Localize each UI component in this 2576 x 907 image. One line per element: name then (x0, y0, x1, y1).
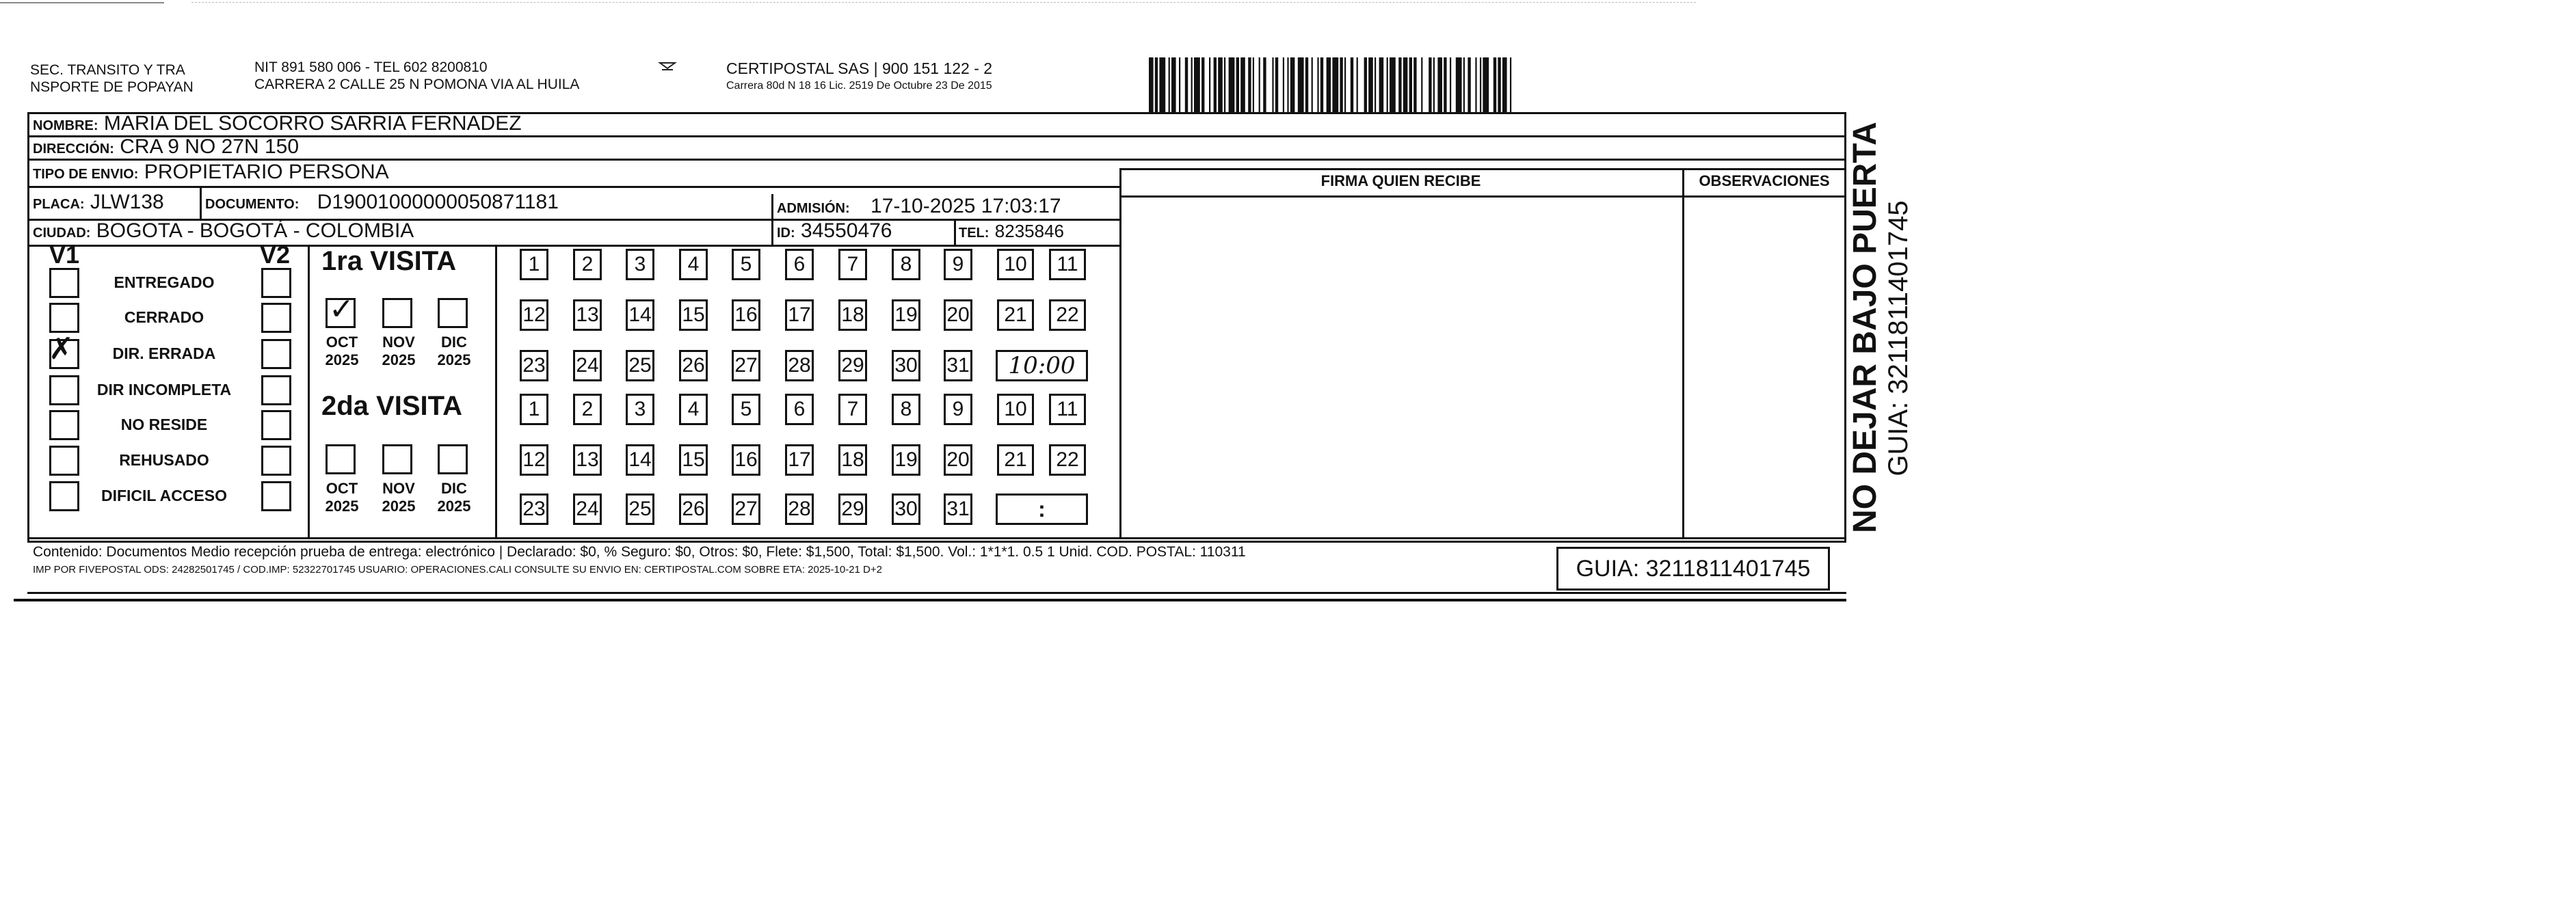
row-divider (27, 537, 1846, 539)
ciudad-value: BOGOTA - BOGOTÁ - COLOMBIA (96, 219, 414, 242)
barcode-bar (1450, 57, 1451, 112)
id-label: ID: (777, 226, 795, 241)
v1-checkbox[interactable] (49, 331, 79, 369)
v1-checkbox[interactable] (49, 268, 79, 298)
barcode-bar (1403, 57, 1408, 112)
ciudad-row (33, 219, 414, 245)
v2-checkbox[interactable] (261, 481, 291, 511)
day-box[interactable]: 4 (679, 249, 708, 280)
day-box[interactable]: 31 (944, 350, 972, 381)
address-line: CARRERA 2 CALLE 25 N POMONA VIA AL HUILA (254, 77, 580, 92)
month-label: NOV (382, 334, 415, 351)
day-box[interactable]: 19 (892, 444, 920, 476)
issuer-line-2: NSPORTE DE POPAYAN (30, 79, 194, 95)
barcode-bar (1357, 57, 1358, 112)
barcode-bar (1398, 57, 1401, 112)
day-box[interactable]: 3 (626, 394, 654, 425)
no-dejar-warning: NO DEJAR BAJO PUERTA (1847, 122, 1883, 533)
row-divider (1119, 195, 1846, 198)
barcode-bar (1191, 57, 1193, 112)
first-visit-time-box[interactable] (996, 350, 1088, 381)
carrier-line-2: Carrera 80d N 18 16 Lic. 2519 De Octubre 23 De 2015 (726, 80, 992, 92)
side-text (1847, 122, 1923, 533)
month-checkbox[interactable] (382, 444, 412, 474)
barcode-bar (1498, 57, 1500, 112)
barcode-bar (1214, 57, 1217, 112)
barcode-bar (1387, 57, 1388, 112)
day-box[interactable]: 20 (944, 299, 972, 331)
col-divider (771, 194, 773, 219)
v2-checkbox[interactable] (261, 410, 291, 440)
scan-artifact-line (191, 2, 1696, 3)
status-option-label: DIR INCOMPLETA (96, 381, 232, 398)
day-box[interactable]: 6 (785, 249, 814, 280)
day-box[interactable]: 30 (892, 493, 920, 525)
barcode (1149, 57, 1703, 112)
col-divider (308, 245, 310, 537)
tel-row (959, 219, 1064, 245)
check-mark-icon: ✗ (49, 331, 74, 366)
day-box[interactable]: 3 (626, 249, 654, 280)
day-box[interactable]: 30 (892, 350, 920, 381)
guia-box-text: GUIA: 3211811401745 (1576, 556, 1811, 582)
barcode-bar (1429, 57, 1431, 112)
barcode-bar (1368, 57, 1373, 112)
status-option-label: ENTREGADO (114, 273, 215, 291)
status-option-label: CERRADO (124, 308, 204, 326)
year-label: 2025 (437, 351, 471, 368)
day-box[interactable]: 4 (679, 394, 708, 425)
day-box[interactable]: 18 (838, 299, 867, 331)
v1-checkbox[interactable] (49, 375, 79, 405)
day-box[interactable]: 22 (1049, 444, 1086, 476)
month-checkbox[interactable] (326, 292, 356, 328)
day-box[interactable]: 10 (997, 394, 1034, 425)
month-checkbox[interactable] (438, 444, 468, 474)
v2-checkbox[interactable] (261, 446, 291, 476)
col-divider (954, 219, 956, 245)
issuer-name (30, 62, 249, 96)
day-box[interactable]: 22 (1049, 299, 1086, 331)
admision-label: ADMISIÓN: (777, 201, 850, 216)
barcode-bar (1364, 57, 1367, 112)
v1-header: V1 (49, 241, 80, 269)
first-visit-time: 10:00 (1008, 352, 1076, 379)
v2-checkbox[interactable] (261, 375, 291, 405)
v2-checkbox[interactable] (261, 339, 291, 369)
barcode-bar (1201, 57, 1204, 112)
barcode-bar (1327, 57, 1331, 112)
day-box[interactable]: 8 (892, 394, 920, 425)
col-divider (1119, 168, 1121, 537)
day-box[interactable]: 16 (732, 444, 760, 476)
tipo-value: PROPIETARIO PERSONA (144, 161, 389, 183)
year-label: 2025 (382, 351, 416, 368)
carrier-line-1: CERTIPOSTAL SAS | 900 151 122 - 2 (726, 59, 993, 77)
barcode-bar (1169, 57, 1170, 112)
barcode-bar (1236, 57, 1239, 112)
barcode-bar (1444, 57, 1446, 112)
day-box[interactable]: 17 (785, 444, 814, 476)
firma-header: FIRMA QUIEN RECIBE (1320, 172, 1481, 189)
issuer-contact (254, 59, 665, 93)
barcode-bar (1413, 57, 1416, 112)
day-box[interactable]: 24 (573, 350, 602, 381)
day-box[interactable]: 2 (573, 249, 602, 280)
month-label: OCT (326, 480, 358, 497)
tipo-envio-row (33, 160, 389, 187)
bottom-rule (27, 592, 1846, 594)
day-box[interactable]: 29 (838, 493, 867, 525)
barcode-bar (1290, 57, 1295, 112)
v1-checkbox[interactable] (49, 481, 79, 511)
barcode-bar (1456, 57, 1462, 112)
day-box[interactable]: 5 (732, 394, 760, 425)
admision-row (777, 194, 1061, 221)
month-label: OCT (326, 334, 358, 351)
day-box[interactable]: 15 (679, 299, 708, 331)
day-box[interactable]: 13 (573, 299, 602, 331)
day-box[interactable]: 31 (944, 493, 972, 525)
barcode-bar (1409, 57, 1412, 112)
status-option-label: NO RESIDE (120, 416, 208, 433)
day-box[interactable]: 6 (785, 394, 814, 425)
tel-value: 8235846 (994, 221, 1065, 241)
ciudad-label: CIUDAD: (33, 226, 91, 241)
day-box[interactable]: 10 (997, 249, 1034, 280)
day-box[interactable]: 13 (573, 444, 602, 476)
second-visit-time: : (1038, 497, 1046, 522)
barcode-bar (1340, 57, 1342, 112)
v1-checkbox[interactable] (49, 446, 79, 476)
barcode-bar (1433, 57, 1435, 112)
barcode-bar (1502, 57, 1507, 112)
barcode-bar (1272, 57, 1273, 112)
day-box[interactable]: 1 (520, 249, 548, 280)
status-option-label: DIR. ERRADA (112, 344, 216, 362)
barcode-bar (1185, 57, 1188, 112)
day-box[interactable]: 19 (892, 299, 920, 331)
status-option-label: REHUSADO (119, 451, 209, 469)
barcode-bar (1263, 57, 1266, 112)
barcode-bar (1320, 57, 1323, 112)
barcode-bar (1287, 57, 1288, 112)
barcode-bar (1375, 57, 1376, 112)
day-box[interactable]: 7 (838, 394, 867, 425)
barcode-bar (1240, 57, 1245, 112)
barcode-bar (1344, 57, 1346, 112)
id-value: 34550476 (801, 219, 892, 242)
day-box[interactable]: 14 (626, 444, 654, 476)
barcode-bar (1159, 57, 1165, 112)
barcode-bar (1312, 57, 1313, 112)
barcode-bar (1421, 57, 1422, 112)
month-checkbox[interactable] (382, 298, 412, 328)
day-box[interactable]: 21 (997, 444, 1034, 476)
day-box[interactable]: 5 (732, 249, 760, 280)
day-box[interactable]: 8 (892, 249, 920, 280)
barcode-bar (1179, 57, 1180, 112)
barcode-bar (1510, 57, 1511, 112)
check-mark-icon: ✓ (329, 292, 354, 327)
day-box[interactable]: 28 (785, 350, 814, 381)
direccion-row (33, 135, 299, 161)
barcode-bar (1463, 57, 1465, 112)
v2-checkbox[interactable] (261, 303, 291, 333)
placa-label: PLACA: (33, 197, 85, 212)
admision-value: 17-10-2025 17:03:17 (871, 195, 1061, 217)
month-checkbox[interactable] (438, 298, 468, 328)
barcode-bar (1194, 57, 1200, 112)
barcode-bar (1351, 57, 1353, 112)
year-label: 2025 (437, 498, 471, 515)
col-divider (495, 245, 497, 537)
day-box[interactable]: 17 (785, 299, 814, 331)
documento-value: D19001000000050871181 (317, 191, 559, 213)
barcode-bar (1332, 57, 1338, 112)
bottom-rule-thick (14, 599, 1846, 601)
carrier-logo-icon (658, 60, 677, 75)
barcode-bar (1155, 57, 1158, 112)
day-box[interactable]: 11 (1049, 249, 1086, 280)
day-box[interactable]: 24 (573, 493, 602, 525)
barcode-bar (1259, 57, 1260, 112)
day-box[interactable]: 9 (944, 394, 972, 425)
day-box[interactable]: 12 (520, 444, 548, 476)
observaciones-header: OBSERVACIONES (1699, 172, 1830, 189)
id-row (777, 219, 892, 245)
barcode-bar (1149, 57, 1154, 112)
barcode-bar (1480, 57, 1481, 112)
footer-contents: Contenido: Documentos Medio recepción prueba de entrega: electrónico | Declarado: $0, % Seguro: $0, Otros: $0, Flete: $1,500, Total: $1,500. Vol.: 1*1*1. 0.5 1 Unid. COD. POSTAL: 110311 (33, 544, 1246, 560)
v2-header: V2 (260, 241, 291, 269)
direccion-value: CRA 9 NO 27N 150 (120, 135, 300, 158)
day-box[interactable]: 14 (626, 299, 654, 331)
day-box[interactable]: 9 (944, 249, 972, 280)
nombre-label: NOMBRE: (33, 118, 98, 133)
documento-label: DOCUMENTO: (205, 197, 300, 212)
day-box[interactable]: 25 (626, 493, 654, 525)
col-divider (771, 219, 773, 245)
month-checkbox[interactable] (326, 444, 356, 474)
barcode-bar (1493, 57, 1496, 112)
day-box[interactable]: 12 (520, 299, 548, 331)
barcode-bar (1437, 57, 1442, 112)
barcode-bar (1305, 57, 1308, 112)
footer-meta: IMP POR FIVEPOSTAL ODS: 24282501745 / COD.IMP: 52322701745 USUARIO: OPERACIONES.CALI CONSULTE SU ENVIO EN: CERTIPOSTAL.COM SOBRE ETA: 2025-10-21 D+2 (33, 564, 882, 576)
col-divider (1682, 168, 1684, 537)
day-box[interactable]: 16 (732, 299, 760, 331)
barcode-bar (1475, 57, 1476, 112)
barcode-bar (1224, 57, 1225, 112)
year-label: 2025 (325, 498, 359, 515)
barcode-bar (1379, 57, 1384, 112)
direccion-label: DIRECCIÓN: (33, 141, 114, 157)
barcode-bar (1218, 57, 1223, 112)
scan-artifact-line (0, 2, 164, 3)
placa-row (33, 190, 164, 217)
side-guia: GUIA: 3211811401745 (1883, 200, 1913, 476)
v1-checkbox[interactable] (49, 410, 79, 440)
barcode-bar (1253, 57, 1254, 112)
barcode-bar (1390, 57, 1396, 112)
day-box[interactable]: 26 (679, 493, 708, 525)
barcode-bar (1483, 57, 1489, 112)
issuer-line-1: SEC. TRANSITO Y TRA (30, 62, 185, 78)
day-box[interactable]: 15 (679, 444, 708, 476)
barcode-bar (1275, 57, 1278, 112)
day-box[interactable]: 21 (997, 299, 1034, 331)
status-option-label: DIFICIL ACCESO (101, 487, 227, 504)
year-label: 2025 (325, 351, 359, 368)
documento-row (205, 190, 559, 217)
second-visit-time-box[interactable] (996, 493, 1088, 525)
placa-value: JLW138 (90, 191, 164, 213)
row-divider (1119, 168, 1846, 170)
day-box[interactable]: 29 (838, 350, 867, 381)
first-visit-title: 1ra VISITA (321, 246, 457, 276)
barcode-bar (1298, 57, 1304, 112)
barcode-bar (1229, 57, 1235, 112)
barcode-bar (1283, 57, 1284, 112)
day-box[interactable]: 18 (838, 444, 867, 476)
day-box[interactable]: 25 (626, 350, 654, 381)
second-visit-title: 2da VISITA (321, 391, 462, 421)
v2-checkbox[interactable] (261, 268, 291, 298)
day-box[interactable]: 23 (520, 350, 548, 381)
col-divider (200, 186, 202, 219)
day-box[interactable]: 27 (732, 350, 760, 381)
day-box[interactable]: 11 (1049, 394, 1086, 425)
day-box[interactable]: 26 (679, 350, 708, 381)
day-box[interactable]: 1 (520, 394, 548, 425)
barcode-bar (1209, 57, 1210, 112)
day-box[interactable]: 23 (520, 493, 548, 525)
month-label: DIC (441, 480, 467, 497)
barcode-bar (1468, 57, 1470, 112)
day-box[interactable]: 27 (732, 493, 760, 525)
nombre-value: MARIA DEL SOCORRO SARRIA FERNADEZ (103, 112, 522, 135)
guia-box (1556, 547, 1830, 591)
barcode-bar (1317, 57, 1318, 112)
nit-line: NIT 891 580 006 - TEL 602 8200810 (254, 59, 488, 75)
day-box[interactable]: 7 (838, 249, 867, 280)
day-box[interactable]: 20 (944, 444, 972, 476)
month-label: NOV (382, 480, 415, 497)
barcode-bar (1171, 57, 1176, 112)
v1-checkbox[interactable] (49, 303, 79, 333)
barcode-bar (1248, 57, 1251, 112)
day-box[interactable]: 28 (785, 493, 814, 525)
tipo-label: TIPO DE ENVIO: (33, 167, 139, 182)
day-box[interactable]: 2 (573, 394, 602, 425)
year-label: 2025 (382, 498, 416, 515)
tel-label: TEL: (959, 226, 990, 241)
month-label: DIC (441, 334, 467, 351)
carrier-info (726, 60, 1137, 94)
